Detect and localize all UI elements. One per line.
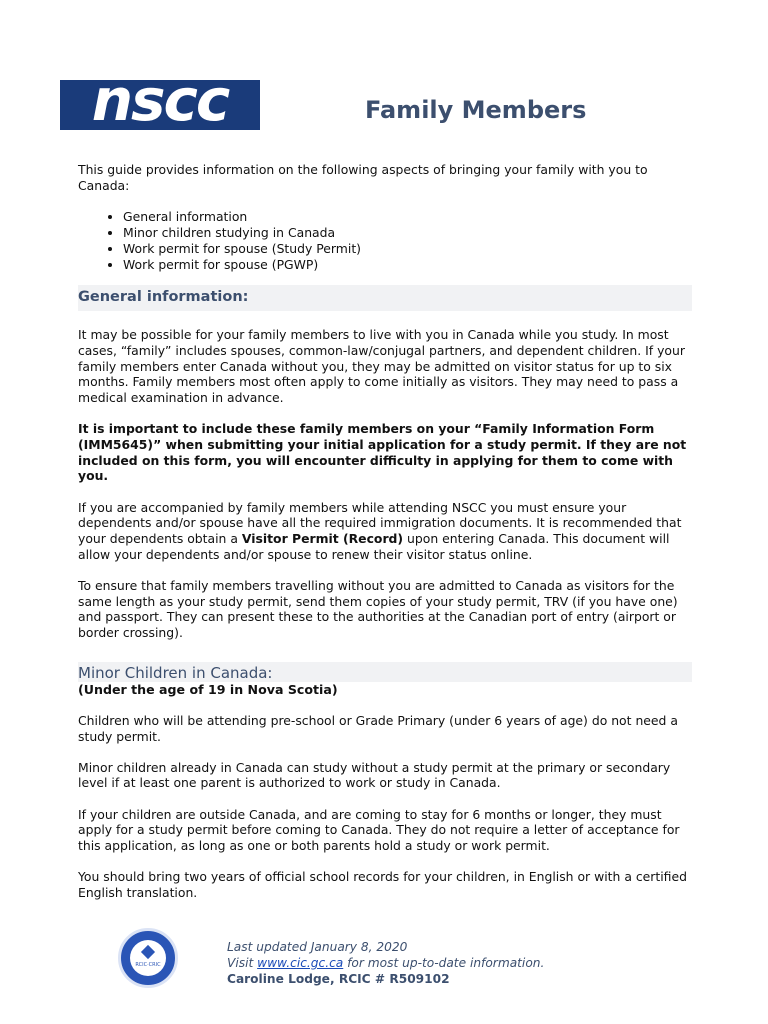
list-item: • General information	[123, 209, 692, 225]
minor-paragraph-1: Children who will be attending pre-school or Grade Primary (under 6 years of age) do not need a study permit.	[78, 712, 678, 744]
text-run: Visit	[227, 956, 258, 971]
signature: Caroline Lodge, RCIC # R509102	[227, 972, 450, 987]
visitor-permit-term: Visitor Permit (Record)	[241, 530, 404, 546]
general-paragraph-important: It is important to include these family members on your “Family Information Form (IMM5645)” when submitting your initial application for a study permit. If they are not included on this form, you will encounter difficulty in applying for them to come with you.	[78, 421, 687, 484]
general-paragraph-1: It may be possible for your family members to live with you in Canada while you study. In most cases, “family” includes spouses, common-law/conjugal partners, and dependent children. If your family members enter Canada without you, they may be admitted on visitor status for up to six months. Family members most often apply to come initially as visitors. They may need to pass a medical examination in advance.	[78, 327, 685, 406]
general-paragraph-4: To ensure that family members travelling without you are admitted to Canada as visitors for the same length as your study permit, send them copies of your study permit, TRV (if you have one) and passport. They can present these to the authorities at the Canadian port of entry (airport or border crossing).	[78, 577, 678, 640]
minor-paragraph-4: You should bring two years of official school records for your children, in English or with a certified English translation.	[78, 869, 687, 900]
list-item: • Minor children studying in Canada	[123, 225, 692, 241]
seal-text: RCIC·CRIC	[135, 962, 161, 968]
text-run: upon entering Canada. This document will allow your dependents and/or spouse to renew their visitor status online.	[78, 530, 670, 562]
list-item: • Work permit for spouse (PGWP)	[123, 257, 692, 273]
seal-inner	[130, 940, 166, 976]
last-updated: Last updated January 8, 2020	[227, 940, 408, 954]
document-body	[78, 162, 692, 901]
text-run: for most up-to-date information.	[343, 956, 545, 971]
general-paragraph-3	[78, 500, 692, 563]
rcic-seal-icon	[118, 928, 178, 988]
aspects-list	[78, 209, 692, 272]
cic-link[interactable]: www.cic.gc.ca	[257, 956, 344, 971]
page-title: Family Members	[365, 96, 587, 124]
footer	[227, 939, 544, 988]
minor-paragraph-2: Minor children already in Canada can study without a study permit at the primary or secondary level if at least one parent is authorized to work or study in Canada.	[78, 759, 671, 791]
section-subheading-age: (Under the age of 19 in Nova Scotia)	[78, 681, 338, 697]
intro-text: This guide provides information on the following aspects of bringing your family with you to Canada:	[78, 162, 648, 193]
list-item: • Work permit for spouse (Study Permit)	[123, 241, 692, 257]
nscc-logo	[60, 66, 260, 134]
section-heading-minor-children	[78, 662, 692, 682]
logo-text: nscc	[91, 66, 229, 134]
maple-leaf-icon	[141, 945, 155, 959]
section-heading-general: General information:	[78, 285, 692, 311]
minor-paragraph-3: If your children are outside Canada, and are coming to stay for 6 months or longer, they must apply for a study permit before coming to Canada. They do not require a letter of acceptance for this application, as long as one or both parents hold a study or work permit.	[78, 806, 680, 854]
visit-line	[227, 955, 544, 971]
minor-heading-text: Minor Children in Canada:	[78, 663, 273, 682]
text-run: If you are accompanied by family members while attending NSCC you must ensure your dependents and/or spouse have all the required immigration documents. It is recommended that your dependents obtain a	[78, 499, 682, 546]
